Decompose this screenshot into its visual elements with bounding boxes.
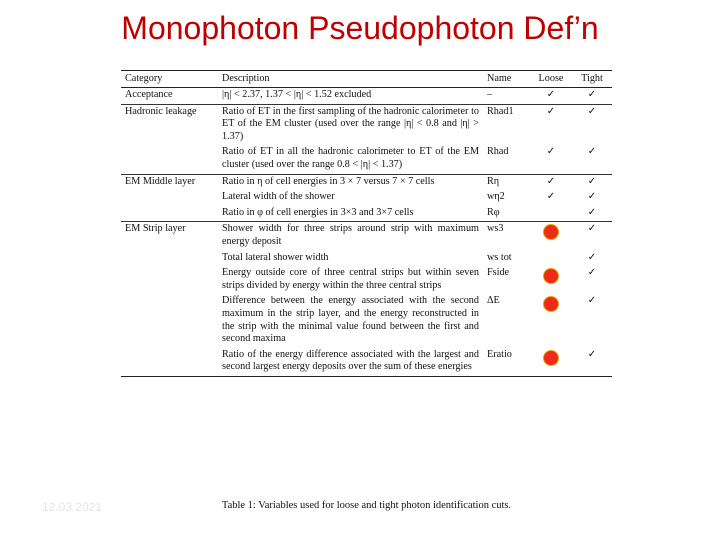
photon-id-table-figure — [121, 70, 612, 377]
cell-tight: ✓ — [587, 267, 597, 279]
cell-name: Rhad1 — [483, 104, 530, 145]
table-row — [121, 174, 612, 190]
photon-id-table — [121, 70, 612, 377]
cell-description: Ratio of the energy difference associated with the largest and second largest energy deposits over the sum of these energies — [218, 348, 483, 377]
cell-name: ΔE — [487, 295, 500, 307]
cell-category: EM Middle layer — [121, 174, 218, 190]
cell-description: Energy outside core of three central strips but within seven strips divided by energy within the three central strips — [222, 267, 479, 291]
table-row — [121, 190, 612, 206]
cell-category: Hadronic leakage — [121, 104, 218, 145]
table-caption: Table 1: Variables used for loose and tight photon identification cuts. — [221, 500, 512, 511]
red-circle-marker-icon — [543, 296, 559, 312]
header-loose: Loose — [530, 71, 572, 88]
cell-name: – — [487, 89, 493, 100]
cell-name: Fside — [487, 267, 510, 279]
table-body — [121, 88, 612, 377]
cell-loose — [530, 266, 572, 294]
header-name: Name — [483, 71, 530, 88]
cell-category: EM Strip layer — [121, 222, 218, 251]
cell-loose: ✓ — [546, 191, 556, 203]
cell-category: Acceptance — [125, 89, 173, 100]
cell-loose: ✓ — [546, 146, 556, 158]
cell-category — [121, 251, 218, 267]
table-row — [121, 222, 612, 251]
table-row — [121, 206, 612, 222]
cell-loose: ✓ — [530, 174, 572, 190]
cell-loose: ✓ — [530, 104, 572, 145]
cell-loose — [530, 348, 572, 377]
table-row — [121, 104, 612, 145]
cell-name: wη2 — [487, 191, 505, 203]
cell-loose — [530, 294, 572, 347]
cell-description: |η| < 2.37, 1.37 < |η| < 1.52 excluded — [222, 89, 372, 100]
cell-description: Ratio of ET in all the hadronic calorimeter to ET of the EM cluster (used over the range 0.8 < |η| < 1.37) — [222, 146, 479, 170]
cell-category — [121, 145, 218, 174]
cell-tight: ✓ — [587, 146, 597, 158]
cell-category — [121, 294, 218, 347]
cell-category — [121, 348, 218, 377]
cell-description: Ratio in φ of cell energies in 3×3 and 3×7 cells — [222, 206, 414, 218]
cell-description: Ratio in η of cell energies in 3 × 7 versus 7 × 7 cells — [218, 174, 483, 190]
cell-description: Difference between the energy associated with the second maximum in the strip layer, and the energy reconstructed in the strip with the minimal value found between the first and second maxima — [222, 295, 479, 345]
cell-loose — [530, 222, 572, 251]
cell-name: Eratio — [483, 348, 530, 377]
cell-description: Ratio of ET in the first sampling of the hadronic calorimeter to ET of the EM cluster (used over the range |η| < 0.8 and |η| > 1.37) — [218, 104, 483, 145]
table-row — [121, 251, 612, 267]
header-category: Category — [121, 71, 218, 88]
cell-name: Rφ — [487, 206, 500, 218]
cell-tight: ✓ — [587, 191, 597, 203]
table-row — [121, 348, 612, 377]
table-row — [121, 266, 612, 294]
cell-tight: ✓ — [587, 251, 597, 263]
cell-description: Lateral width of the shower — [222, 191, 335, 203]
slide-title: Monophoton Pseudophoton Def’n — [121, 10, 599, 46]
slide-date: 12.03.2021 — [42, 500, 103, 514]
cell-description: Shower width for three strips around strip with maximum energy deposit — [218, 222, 483, 251]
cell-tight: ✓ — [572, 222, 612, 251]
table-row — [121, 88, 612, 105]
cell-category — [121, 206, 218, 222]
cell-name: ws tot — [487, 251, 512, 263]
header-tight: Tight — [572, 71, 612, 88]
cell-description: Total lateral shower width — [222, 251, 329, 263]
cell-tight: ✓ — [572, 348, 612, 377]
cell-category — [121, 190, 218, 206]
cell-tight: ✓ — [572, 104, 612, 145]
cell-loose: ✓ — [546, 89, 556, 100]
red-circle-marker-icon — [543, 268, 559, 284]
header-description: Description — [218, 71, 483, 88]
cell-tight: ✓ — [572, 174, 612, 190]
red-circle-marker-icon — [543, 224, 559, 240]
cell-tight: ✓ — [587, 295, 597, 307]
cell-loose — [530, 251, 572, 267]
cell-name: ws3 — [483, 222, 530, 251]
cell-name: Rη — [483, 174, 530, 190]
table-row — [121, 294, 612, 347]
cell-loose — [530, 206, 572, 222]
cell-category — [121, 266, 218, 294]
cell-tight: ✓ — [587, 89, 597, 100]
red-circle-marker-icon — [543, 350, 559, 366]
table-row — [121, 145, 612, 174]
cell-tight: ✓ — [587, 206, 597, 218]
table-header-row — [121, 71, 612, 88]
cell-name: Rhad — [487, 146, 509, 158]
